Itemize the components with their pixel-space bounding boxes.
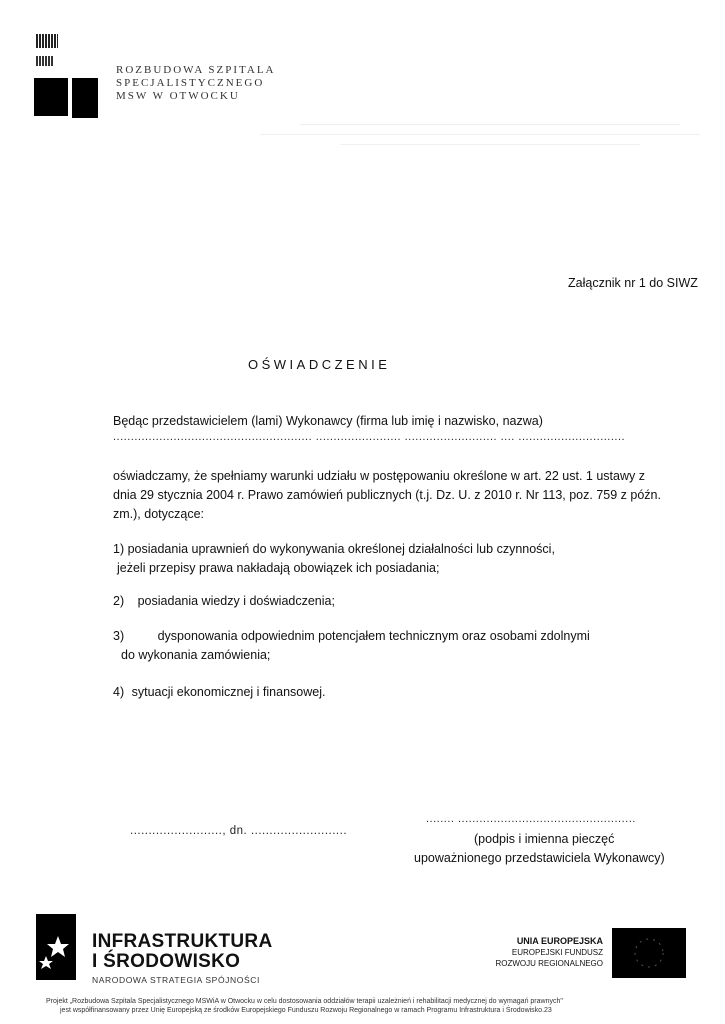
place-date-field: ........................., dn. .......................... [130,825,348,837]
hospital-name-line1: ROZBUDOWA SZPITALA [116,64,276,76]
star-icon [36,914,76,980]
infrastruktura-line1: INFRASTRUKTURA [92,931,273,952]
hospital-name-line2: SPECJALISTYCZNEGO [116,77,265,89]
item-3-line2: do wykonania zamówienia; [121,648,271,662]
document-title: OŚWIADCZENIE [248,357,391,372]
item-2 [113,592,335,611]
item-1-line2: jeżeli przepisy prawa nakładają obowiązek ich posiadania; [117,561,440,575]
infrastruktura-line2: I ŚRODOWISKO [92,951,241,972]
eu-line1: UNIA EUROPEJSKA [516,936,603,946]
intro-line: Będąc przedstawicielem (lami) Wykonawcy (firma lub imię i nazwisko, nazwa) [113,414,543,428]
eu-line2: EUROPEJSKI FUNDUSZ [511,948,603,957]
item-2-text: posiadania wiedzy i doświadczenia; [137,594,335,608]
hospital-logo [34,32,70,118]
statement-line1: oświadczamy, że spełniamy warunki udziału w postępowaniu określone w art. 22 ust. 1 ustawy z [113,469,645,483]
logo-mark-small-2 [36,56,54,66]
statement-line2: dnia 29 stycznia 2004 r. Prawo zamówień publicznych (t.j. Dz. U. z 2010 r. Nr 113, poz. 759 z późn. [113,488,661,502]
scan-artifact [240,116,700,156]
item-4-text: sytuacji ekonomicznej i finansowej. [131,685,326,699]
item-4-number: 4) [113,685,125,699]
hospital-name [116,64,275,103]
attachment-label: Załącznik nr 1 do SIWZ [568,276,698,290]
eu-line3: ROZWOJU REGIONALNEGO [495,959,603,968]
eu-stars-icon [612,928,686,978]
logo-block-right [72,78,98,118]
statement-line3: zm.), dotyczące: [113,507,204,521]
logo-block [34,78,68,116]
eu-label [470,935,603,969]
signature-label-2: upoważnionego przedstawiciela Wykonawcy) [414,851,665,865]
footer-note-line2: jest współfinansowany przez Unię Europejską ze środków Europejskiego Funduszu Rozwoju Regionalnego w ramach Programu Infrastruktura i Środowisko.23 [60,1007,552,1014]
item-1 [113,540,555,578]
intro-dots: ........................................................ ........................ .......................... .... .............................. [113,431,626,443]
statement [113,467,703,524]
signature-dots: ........ .................................................. [426,813,636,825]
eu-flag [612,928,686,978]
infrastruktura-logo-mark [36,914,76,980]
item-3-line1: dysponowania odpowiednim potencjałem technicznym oraz osobami zdolnymi [157,629,590,643]
hospital-name-line3: MSW W OTWOCKU [116,90,240,102]
footer-note [46,997,563,1015]
footer-note-line1: Projekt „Rozbudowa Szpitala Specjalistycznego MSWiA w Otwocku w celu dostosowania oddziałów terapii uzależnień i rehabilitacji medycznej do wymagań prawnych" [46,998,563,1005]
infrastruktura-title [92,932,272,985]
infrastruktura-subtitle: NARODOWA STRATEGIA SPÓJNOŚCI [92,975,260,985]
item-3 [113,627,590,665]
logo-mark-small-1 [36,34,58,48]
item-4 [113,683,325,702]
item-3-number: 3) [113,629,125,643]
item-2-number: 2) [113,594,125,608]
item-1-line1: 1) posiadania uprawnień do wykonywania określonej działalności lub czynności, [113,542,555,556]
signature-label-1: (podpis i imienna pieczęć [474,832,615,846]
